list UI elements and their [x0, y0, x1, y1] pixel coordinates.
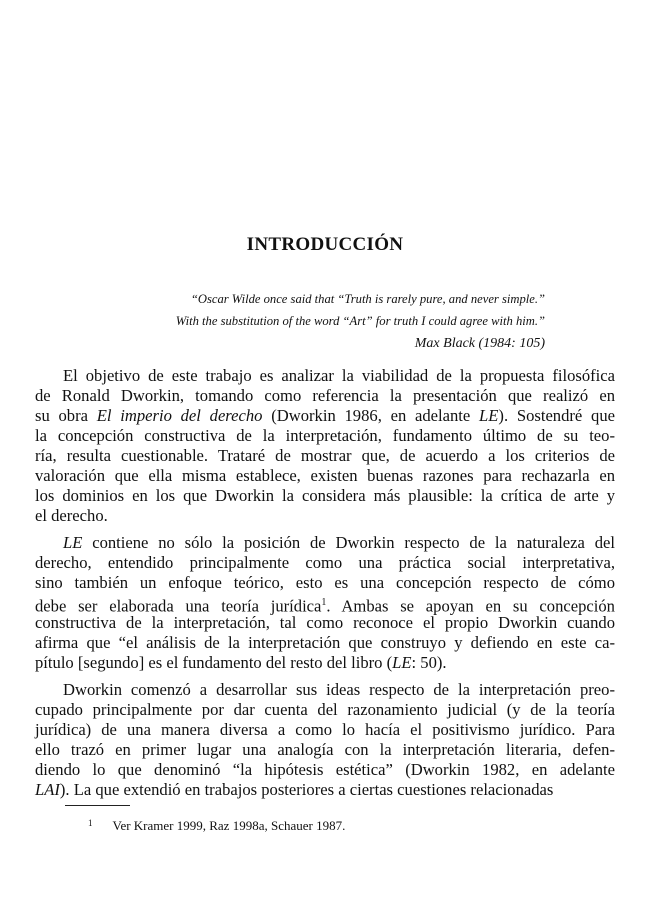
- text-line: de Ronald Dworkin, tomando como referencia la presentación que realizó en: [35, 386, 615, 405]
- emphasis: El imperio del derecho: [96, 406, 263, 425]
- text-line: los dominios en los que Dworkin la considera más plausible: la crítica de arte y: [35, 486, 615, 505]
- text-line: [35, 780, 615, 800]
- text-line: cupado principalmente por dar cuenta del razonamiento judicial (y de la teoría: [35, 700, 615, 719]
- text-segment: contiene no sólo la posición de Dworkin respecto de la naturaleza del: [82, 533, 615, 552]
- text-line: constructiva de la interpretación, tal como reconoce el propio Dworkin cuando: [35, 613, 615, 632]
- text-line: ello trazó en primer lugar una analogía con la interpretación literaria, defen-: [35, 740, 615, 759]
- emphasis: LE: [63, 533, 83, 552]
- footnote: [88, 818, 345, 834]
- text-line: ría, resulta cuestionable. Trataré de mostrar que, de acuerdo a los criterios de: [35, 446, 615, 465]
- text-line: el derecho.: [35, 506, 108, 525]
- text-segment: . Ambas se apoyan en su concepción: [326, 596, 615, 616]
- text-line: jurídica) de una manera diversa a como lo hacía el positivismo jurídico. Para: [35, 720, 615, 739]
- text-line: [35, 406, 615, 426]
- text-segment: debe ser elaborada una teoría jurídica: [35, 596, 322, 616]
- text-segment: ). Sostendré que: [498, 406, 616, 425]
- text-line: [35, 593, 615, 616]
- text-line: El objetivo de este trabajo es analizar la viabilidad de la propuesta filosófica: [63, 366, 615, 385]
- text-segment: su obra: [35, 406, 97, 425]
- text-segment: ). La que extendió en trabajos posteriores a ciertas cuestiones relacionadas: [59, 780, 554, 799]
- text-segment: pítulo [segundo] es el fundamento del resto del libro (: [35, 653, 393, 672]
- text-line: valoración que ella misma establece, existen buenas razones para rechazarla en: [35, 466, 615, 485]
- text-line: la concepción constructiva de la interpretación, fundamento último de su teo-: [35, 426, 615, 445]
- text-line: [35, 653, 615, 673]
- text-segment: : 50).: [411, 653, 447, 672]
- footnote-rule: [65, 805, 130, 806]
- emphasis: LE: [479, 406, 499, 425]
- emphasis: LAI: [35, 780, 60, 799]
- paragraph: [35, 366, 615, 526]
- text-line: afirma que “el análisis de la interpretación que construyo y defiendo en este ca-: [35, 633, 615, 652]
- paragraph: [35, 680, 615, 800]
- body-text: [35, 366, 615, 807]
- text-line: diendo lo que denominó “la hipótesis estética” (Dworkin 1982, en adelante: [35, 760, 615, 779]
- text-line: [35, 533, 615, 553]
- text-line: sino también un enfoque teórico, esto es una concepción respecto de cómo: [35, 573, 615, 592]
- text-line: derecho, entendido principalmente como una práctica social interpretativa,: [35, 553, 615, 572]
- footnote-text: Ver Kramer 1999, Raz 1998a, Schauer 1987.: [112, 818, 346, 833]
- epigraph-line: With the substitution of the word “Art” for truth I could agree with him.”: [175, 314, 545, 328]
- epigraph-source: Max Black (1984: 105): [414, 336, 545, 351]
- text-line: Dworkin comenzó a desarrollar sus ideas respecto de la interpretación preo-: [63, 680, 615, 699]
- text-segment: (Dworkin 1986, en adelante: [262, 406, 480, 425]
- emphasis: LE: [392, 653, 412, 672]
- footnote-number: 1: [88, 818, 93, 828]
- paragraph: [35, 533, 615, 673]
- chapter-title: INTRODUCCIÓN: [246, 234, 404, 255]
- emphasis: 1: [321, 597, 327, 608]
- epigraph-line: “Oscar Wilde once said that “Truth is rarely pure, and never simple.”: [190, 292, 545, 306]
